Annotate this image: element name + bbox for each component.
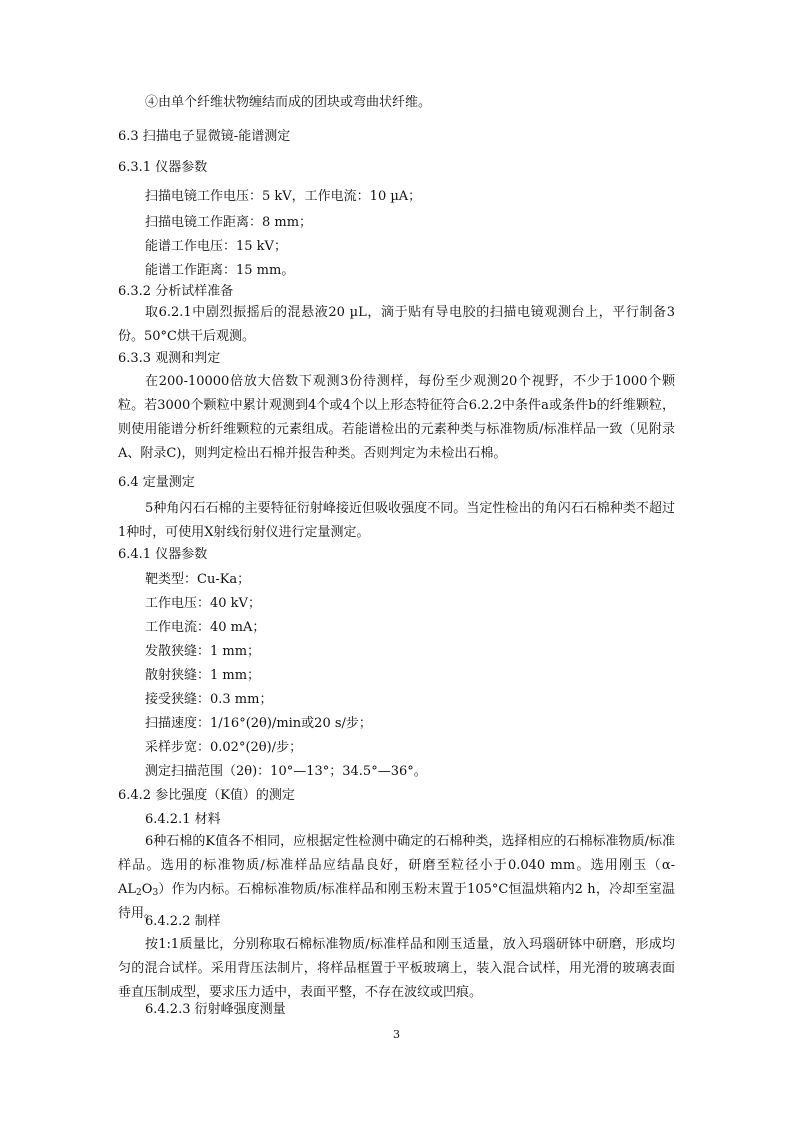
param-target: 靶类型：Cu-Ka； [145, 572, 251, 587]
param-receiving-slit: 接受狭缝：0.3 mm； [145, 692, 273, 707]
paragraph-6-4-2-2: 按1:1质量比，分别称取石棉标准物质/标准样品和刚玉适量，放入玛瑙研钵中研磨，形成均匀的混合试样。采用背压法制片，将样品框置于平板玻璃上，装入混合试样，用光滑的玻璃表面垂直压制成型，要求压力适中，表面平整，不存在波纹或凹痕。 [118, 937, 675, 1000]
list-item-4: ④由单个纤维状物缠结而成的团块或弯曲状纤维。 [145, 95, 432, 110]
heading-6-3-3: 6.3.3 观测和判定 [118, 351, 221, 366]
heading-6-4-2-2: 6.4.2.2 制样 [145, 914, 221, 929]
heading-6-4-1: 6.4.1 仪器参数 [118, 547, 208, 562]
subscript-2: 2 [136, 888, 142, 898]
param-sem-voltage: 扫描电镜工作电压：5 kV，工作电流：10 µA； [145, 189, 422, 204]
paragraph-6-3-3: 在200-10000倍放大倍数下观测3份待测样，每份至少观测20个视野，不少于1000个颗粒。若3000个颗粒中累计观测到4个或4个以上形态特征符合6.2.2中条件a或条件b的纤维颗粒，则使用能谱分析纤维颗粒的元素组成。若能谱检出的元素种类与标准物质/标准样品一致（见附录A、附录C)，则判定检出石棉并报告种类。否则判定为未检出石棉。 [118, 374, 675, 461]
param-step-width: 采样步宽：0.02°(2θ)/步； [145, 740, 303, 755]
param-voltage: 工作电压：40 kV； [145, 596, 261, 611]
materials-text-a: 6种石棉的K值各不相同，应根据定性检测中确定的石棉种类，选择相应的石棉标准物质/标准样品。选用的标准物质/标准样品应结晶良好，研磨至粒径小于0.040 mm。选用刚玉（α-AL [118, 834, 675, 897]
param-scan-range: 测定扫描范围（2θ)：10°—13°；34.5°—36°。 [145, 764, 427, 779]
param-scatter-slit: 散射狭缝：1 mm； [145, 668, 261, 683]
heading-6-4-2-1: 6.4.2.1 材料 [145, 812, 221, 827]
subscript-3: 3 [152, 888, 159, 898]
param-divergence-slit: 发散狭缝：1 mm； [145, 644, 261, 659]
paragraph-6-4: 5种角闪石石棉的主要特征衍射峰接近但吸收强度不同。当定性检出的角闪石石棉种类不超过1种时，可使用X射线衍射仪进行定量测定。 [118, 501, 675, 540]
page-number: 3 [393, 1028, 400, 1041]
heading-6-3-2: 6.3.2 分析试样准备 [118, 284, 234, 299]
materials-text-o: O [141, 882, 153, 897]
heading-6-4-2: 6.4.2 参比强度（K值）的测定 [118, 788, 295, 803]
heading-6-4-2-3: 6.4.2.3 衍射峰强度测量 [145, 1002, 286, 1017]
param-current: 工作电流：40 mA； [145, 620, 266, 635]
heading-6-4: 6.4 定量测定 [118, 475, 195, 490]
paragraph-6-3-2: 取6.2.1中剧烈振摇后的混悬液20 µL，滴于贴有导电胶的扫描电镜观测台上，平行制备3份。50°C烘干后观测。 [118, 305, 675, 344]
materials-text-b: ）作为内标。石棉标准物质/标准样品和刚玉粉末置于105°C恒温烘箱内2 h，冷却至室温待用。 [118, 882, 675, 921]
heading-6-3-1: 6.3.1 仪器参数 [118, 160, 208, 175]
param-scan-speed: 扫描速度：1/16°(2θ)/min或20 s/步； [145, 716, 372, 731]
heading-6-3: 6.3 扫描电子显微镜-能谱测定 [118, 129, 291, 144]
param-eds-voltage: 能谱工作电压：15 kV； [145, 239, 287, 254]
param-sem-distance: 扫描电镜工作距离：8 mm； [145, 215, 313, 230]
param-eds-distance: 能谱工作距离：15 mm。 [145, 263, 295, 278]
